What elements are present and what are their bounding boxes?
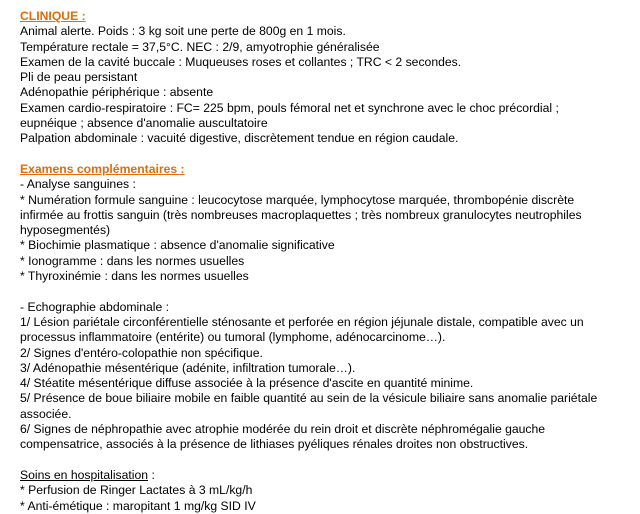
- soins-heading-row: [20, 468, 635, 483]
- echo-line: 5/ Présence de boue biliaire mobile en faible quantité au sein de la vésicule biliaire sans anomalie pariétale: [20, 391, 598, 406]
- soins-heading: Soins en hospitalisation: [20, 467, 149, 482]
- examens-heading: Examens complémentaires :: [20, 161, 185, 176]
- clinique-line: eupnéique ; absence d'anomalie auscultatoire: [20, 116, 268, 131]
- section-spacer: [20, 147, 635, 162]
- examens-line: hyposegmentés): [20, 223, 111, 238]
- soins-line: * Perfusion de Ringer Lactates à 3 mL/kg/h: [20, 483, 253, 498]
- echo-line: processus inflammatoire (entérite) ou tumoral (lymphome, adénocarcinome…).: [20, 330, 446, 345]
- echo-line: associée.: [20, 406, 72, 421]
- clinique-line: Température rectale = 37,5°C. NEC : 2/9, amyotrophie généralisée: [20, 39, 380, 54]
- examens-line: * Thyroxinémie : dans les normes usuelles: [20, 269, 249, 284]
- soins-heading-suffix: :: [148, 467, 155, 482]
- examens-line: * Numération formule sanguine : leucocytose marquée, lymphocytose marquée, thrombopénie discrète: [20, 192, 575, 207]
- examens-line: infirmée au frottis sanguin (très nombreuses macroplaquettes ; très nombreux granulocytes neutrophiles: [20, 207, 582, 222]
- echo-line: 1/ Lésion pariétale circonférentielle sténosante et perforée en région jéjunale distale, compatible avec un: [20, 314, 584, 329]
- clinique-heading: CLINIQUE :: [20, 9, 86, 23]
- echo-line: compensatrice, associés à la présence de lithiases pyéliques rénales droites non obstructives.: [20, 437, 529, 452]
- clinique-line: Adénopathie périphérique : absente: [20, 85, 214, 100]
- clinique-line: Animal alerte. Poids : 3 kg soit une perte de 800g en 1 mois.: [20, 24, 346, 39]
- echo-line: - Echographie abdominale :: [20, 299, 170, 314]
- examens-line: * Ionogramme : dans les normes usuelles: [20, 253, 245, 268]
- clinique-line: Examen de la cavité buccale : Muqueuses roses et collantes ; TRC < 2 secondes.: [20, 54, 462, 69]
- echo-line: 4/ Stéatite mésentérique diffuse associée à la présence d'ascite en quantité minime.: [20, 376, 474, 391]
- section-spacer: [20, 284, 635, 299]
- clinique-line: Examen cardio-respiratoire : FC= 225 bpm, pouls fémoral net et synchrone avec le choc précordial ;: [20, 100, 559, 115]
- echo-line: 6/ Signes de néphropathie avec atrophie modérée du rein droit et discrète néphromégalie gauche: [20, 422, 546, 437]
- section-spacer: [20, 453, 635, 468]
- clinical-report: [20, 9, 635, 514]
- clinique-line: Pli de peau persistant: [20, 70, 138, 85]
- echo-line: 2/ Signes d'entéro-colopathie non spécifique.: [20, 345, 263, 360]
- examens-line: * Biochimie plasmatique : absence d'anomalie significative: [20, 238, 335, 253]
- soins-line: * Anti-émétique : maropitant 1 mg/kg SID IV: [20, 498, 256, 513]
- examens-line: - Analyse sanguines :: [20, 177, 136, 192]
- clinique-line: Palpation abdominale : vacuité digestive, discrètement tendue en région caudale.: [20, 131, 459, 146]
- echo-line: 3/ Adénopathie mésentérique (adénite, infiltration tumorale…).: [20, 360, 356, 375]
